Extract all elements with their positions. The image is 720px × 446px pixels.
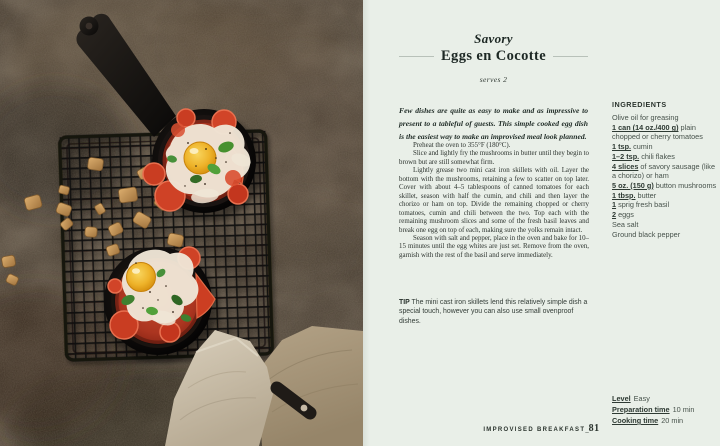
instruction-paragraph: Preheat the oven to 355°F (180°C). [413, 142, 511, 149]
ingredient-text: Olive oil for greasing [612, 113, 679, 123]
instructions [399, 142, 589, 260]
ingredient-item [612, 200, 718, 209]
ingredient-item [612, 181, 718, 190]
ingredient-item [612, 142, 718, 151]
ingredient-quantity: 1 tsp. [612, 142, 632, 152]
ingredient-item [612, 123, 718, 142]
instruction-paragraph: Slice and lightly fry the mushrooms in butter until they begin to brown but are still somewhat firm. [399, 150, 589, 166]
ingredient-text: eggs [618, 210, 634, 220]
ingredient-item [612, 220, 718, 229]
recipe-page [363, 0, 720, 446]
meta-value: 20 min [661, 416, 684, 425]
tip-text: The mini cast iron skillets lend this relatively simple dish a special touch, however you can also use small ovenproof dishes. [399, 298, 588, 325]
page-footer [363, 418, 720, 436]
title-rule-right [553, 56, 588, 57]
ingredient-text: Sea salt [612, 220, 639, 230]
meta-value: Easy [633, 394, 650, 403]
ingredient-text: plain chopped or cherry tomatoes [612, 123, 703, 142]
ingredients-list [612, 100, 718, 240]
ingredient-quantity: 4 slices [612, 161, 639, 171]
tip-label: TIP [399, 298, 410, 306]
instruction-paragraph: Season with salt and pepper, place in the oven and bake for 10–15 minutes until the egg whites are just set. Remove from the oven, garnish with the rest of the basil and serve immediately. [399, 234, 589, 259]
ingredient-text: sprig fresh basil [618, 200, 670, 210]
recipe-intro: Few dishes are quite as easy to make and as impressive to present to a tableful of guests. This simple cooked egg dish is the easiest way to make an improvised meal look planned. [399, 105, 588, 141]
ingredient-quantity: 1 [612, 200, 617, 210]
gutter-shadow [363, 0, 370, 446]
ingredient-text: of savory sausage (like a chorizo) or ham [612, 161, 716, 181]
ingredient-quantity: 1 tbsp. [612, 190, 636, 200]
meta-label: Cooking time [612, 416, 659, 425]
ingredient-text: chili flakes [641, 151, 675, 161]
recipe-kicker: Savory [474, 31, 513, 46]
meta-item [612, 393, 718, 404]
ingredient-text: butter [637, 190, 657, 200]
tip [399, 298, 589, 327]
ingredient-item [612, 230, 718, 239]
title-block [399, 31, 588, 84]
ingredient-quantity: 5 oz. (150 g) [612, 180, 654, 190]
ingredient-text: Ground black pepper [612, 229, 681, 239]
meta-item [612, 404, 718, 415]
ingredient-quantity: 2 [612, 210, 617, 220]
meta-value: 10 min [672, 405, 695, 414]
ingredient-text: button mushrooms [655, 180, 717, 190]
meta-label: Preparation time [612, 405, 670, 414]
instruction-paragraph: Lightly grease two mini cast iron skillets with oil. Layer the bottom with the mushrooms, retaining a few to scatter on top later. Cover with about 4–5 tablespoons of canned tomatoes for each skillet, season with half the cumin, and chili and then layer the chorizo or ham on top. Divide the remaining chopped or cherry tomatoes, cumin and chili between the two. Top each with the remaining mushroom slices and some of the fresh basil leaves and break one egg on top of each, making sure the yolks remain intact. [399, 167, 589, 234]
ingredient-quantity: 1–2 tsp. [612, 151, 640, 161]
ingredient-text: cumin [633, 142, 653, 152]
ingredient-item [612, 113, 718, 122]
page-number: 81 [588, 423, 600, 434]
footer-separator: _ [585, 427, 589, 433]
title-rule-left [399, 56, 434, 57]
ingredients-header: INGREDIENTS [612, 100, 667, 109]
ingredient-item [612, 152, 718, 161]
ingredient-item [612, 191, 718, 200]
egg-yolk-bottom [127, 263, 156, 292]
footer-section: IMPROVISED BREAKFAST [483, 427, 586, 433]
ingredient-item [612, 210, 718, 219]
ingredient-item [612, 162, 718, 181]
serves-note: serves 2 [479, 75, 508, 84]
recipe-title: Eggs en Cocotte [440, 48, 547, 64]
meta-label: Level [612, 394, 631, 403]
ingredient-quantity: 1 can (14 oz./400 g) [612, 123, 679, 133]
